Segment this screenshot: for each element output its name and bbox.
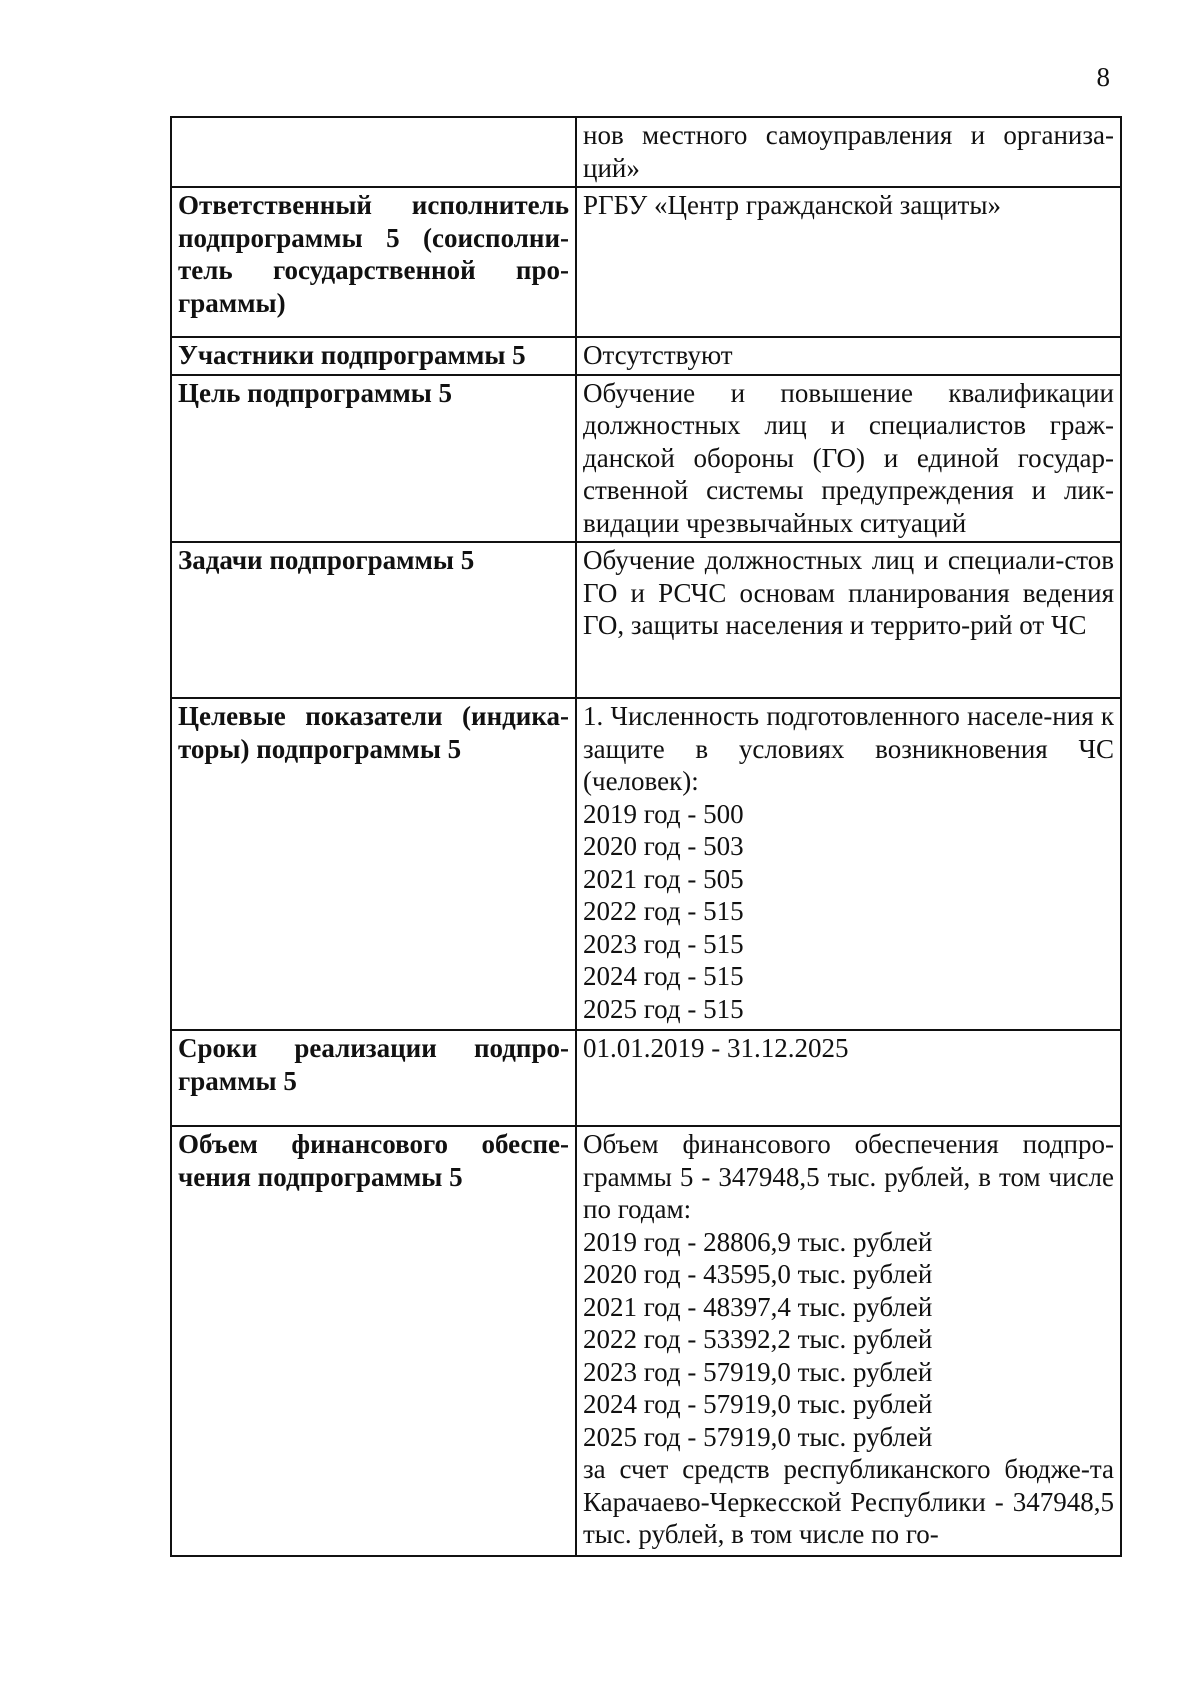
funding-year-line: 2022 год - 53392,2 тыс. рублей bbox=[583, 1324, 933, 1354]
row-value: Обучение должностных лиц и специали-стов ГО и РСЧС основам планирования ведения ГО, защиты населения и террито-рий от ЧС bbox=[576, 542, 1121, 698]
row-value: Отсутствуют bbox=[576, 337, 1121, 375]
funding-year-line: 2024 год - 57919,0 тыс. рублей bbox=[583, 1389, 933, 1419]
row-value: Обучение и повышение квалификации должностных лиц и специалистов граж-данской обороны (ГО) и единой государ-ственной системы предупреждения и лик-видации чрезвычайных ситуаций bbox=[576, 375, 1121, 543]
indicator-description: 1. Численность подготовленного населе-ния к защите в условиях возникновения ЧС (человек): bbox=[583, 701, 1114, 796]
indicator-year-line: 2022 год - 515 bbox=[583, 896, 744, 926]
funding-year-line: 2021 год - 48397,4 тыс. рублей bbox=[583, 1291, 933, 1322]
funding-source-text: за счет средств республиканского бюдже-та Карачаево-Черкесской Республики - 347948,5 тыс. рублей, в том числе по го- bbox=[583, 1454, 1114, 1549]
row-label: Участники подпрограммы 5 bbox=[171, 337, 576, 375]
indicator-year-line: 2023 год - 515 bbox=[583, 928, 744, 959]
row-value bbox=[576, 1126, 1121, 1556]
table-row bbox=[171, 375, 1121, 543]
funding-year-line: 2019 год - 28806,9 тыс. рублей bbox=[583, 1226, 933, 1257]
row-label: Объем финансового обеспе-чения подпрограммы 5 bbox=[171, 1126, 576, 1556]
table-row bbox=[171, 1030, 1121, 1126]
row-label: Ответственный исполнитель подпрограммы 5 (соисполни-тель государственной про-граммы) bbox=[171, 187, 576, 337]
page-number: 8 bbox=[1096, 62, 1110, 92]
funding-year-line: 2020 год - 43595,0 тыс. рублей bbox=[583, 1259, 933, 1289]
row-value bbox=[576, 698, 1121, 1030]
indicator-year-line: 2025 год - 515 bbox=[583, 993, 744, 1024]
table-row bbox=[171, 187, 1121, 337]
funding-description: Объем финансового обеспечения подпро-граммы 5 - 347948,5 тыс. рублей, в том числе по годам: bbox=[583, 1129, 1114, 1224]
table-row bbox=[171, 117, 1121, 187]
funding-year-line: 2023 год - 57919,0 тыс. рублей bbox=[583, 1356, 933, 1387]
table-row bbox=[171, 542, 1121, 698]
row-label: Сроки реализации подпро-граммы 5 bbox=[171, 1030, 576, 1126]
indicator-year-line: 2021 год - 505 bbox=[583, 863, 744, 894]
indicator-year-line: 2024 год - 515 bbox=[583, 961, 744, 991]
row-label: Задачи подпрограммы 5 bbox=[171, 542, 576, 698]
table-row bbox=[171, 698, 1121, 1030]
row-label: Цель подпрограммы 5 bbox=[171, 375, 576, 543]
row-value: нов местного самоуправления и организа-ций» bbox=[576, 117, 1121, 187]
indicator-year-line: 2019 год - 500 bbox=[583, 798, 744, 829]
indicator-year-line: 2020 год - 503 bbox=[583, 831, 744, 861]
row-value: 01.01.2019 - 31.12.2025 bbox=[576, 1030, 1121, 1126]
subprogram-passport-table bbox=[170, 116, 1122, 1557]
row-label bbox=[171, 117, 576, 187]
funding-year-line: 2025 год - 57919,0 тыс. рублей bbox=[583, 1421, 933, 1452]
table-row bbox=[171, 337, 1121, 375]
row-label: Целевые показатели (индика-торы) подпрограммы 5 bbox=[171, 698, 576, 1030]
row-value: РГБУ «Центр гражданской защиты» bbox=[576, 187, 1121, 337]
table-row bbox=[171, 1126, 1121, 1556]
